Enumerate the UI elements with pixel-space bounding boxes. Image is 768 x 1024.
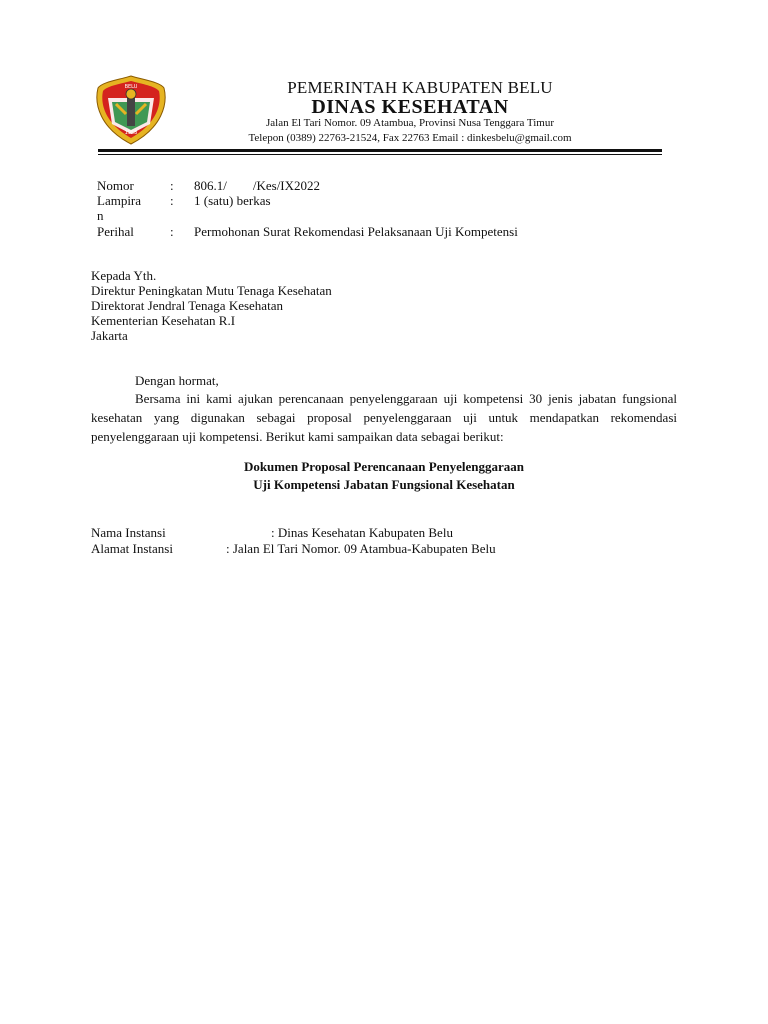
- doc-title-line-1: Dokumen Proposal Perencanaan Penyelenggaraan: [243, 459, 525, 474]
- letterhead-agency: DINAS KESEHATAN: [311, 96, 509, 118]
- recipient-to: Kepada Yth.: [91, 268, 157, 283]
- nama-instansi-label: Nama Instansi: [91, 525, 166, 540]
- letterhead-address: Jalan El Tari Nomor. 09 Atambua, Provinsi Nusa Tenggara Timur: [265, 117, 554, 129]
- recipient-line-4: Jakarta: [91, 328, 128, 343]
- lampiran-colon: :: [170, 193, 174, 208]
- salutation: Dengan hormat,: [135, 373, 219, 388]
- recipient-line-1: Direktur Peningkatan Mutu Tenaga Kesehatan: [91, 283, 332, 298]
- lampiran-label: Lampira: [97, 193, 142, 208]
- nomor-label: Nomor: [97, 178, 134, 193]
- nomor-colon: :: [170, 178, 174, 193]
- letterhead-government: PEMERINTAH KABUPATEN BELU: [287, 78, 553, 97]
- alamat-instansi-label: Alamat Instansi: [91, 541, 173, 556]
- perihal-value: Permohonan Surat Rekomendasi Pelaksanaan Uji Kompetensi: [194, 224, 518, 239]
- nama-instansi-value: : Dinas Kesehatan Kabupaten Belu: [271, 525, 453, 540]
- perihal-label: Perihal: [97, 224, 134, 239]
- perihal-colon: :: [170, 224, 174, 239]
- letterhead-rule-thick: [98, 149, 662, 152]
- svg-text:BELU: BELU: [124, 84, 138, 90]
- alamat-instansi-value: : Jalan El Tari Nomor. 09 Atambua-Kabupaten Belu: [226, 541, 496, 556]
- recipient-line-2: Direktorat Jendral Tenaga Kesehatan: [91, 298, 283, 313]
- recipient-line-3: Kementerian Kesehatan R.I: [91, 313, 236, 328]
- lampiran-value: 1 (satu) berkas: [194, 193, 271, 208]
- body-paragraph: Bersama ini kami ajukan perencanaan penyelenggaraan uji kompetensi 30 jenis jabatan fungsional kesehatan yang digunakan sebagai proposal penyelenggaraan uji untuk mendapatkan rekomendasi penyelenggaraan uji kompetensi. Berikut kami sampaikan data sebagai berikut:: [91, 391, 677, 444]
- nomor-value: 806.1/ /Kes/IX2022: [194, 178, 321, 193]
- svg-text:1958: 1958: [124, 130, 138, 136]
- lampiran-label-wrap: n: [97, 208, 104, 223]
- doc-title-line-2: Uji Kompetensi Jabatan Fungsional Kesehatan: [253, 477, 515, 492]
- letterhead-contact: Telepon (0389) 22763-21524, Fax 22763 Email : dinkesbelu@gmail.com: [248, 132, 572, 144]
- belu-regency-logo: [94, 74, 168, 146]
- letterhead-rule-thin: [98, 154, 662, 155]
